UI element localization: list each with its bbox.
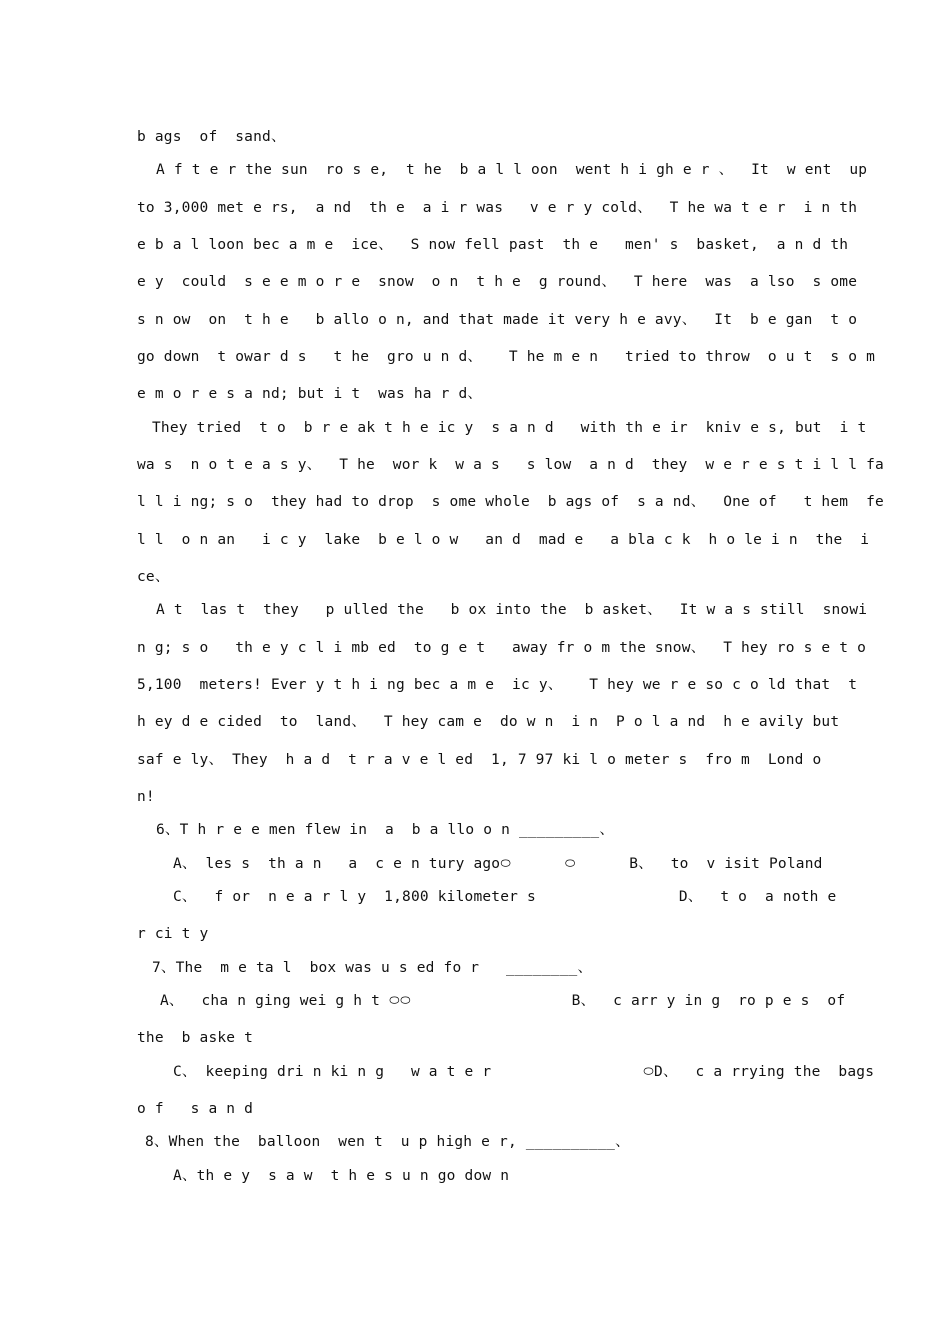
text-line: e y could s e e m o r e snow o n t h e g round、 T here was a lso s ome bbox=[137, 274, 858, 290]
text-line: saf e ly、 They h a d t r a v e l ed 1, 7 97 ki l o meter s fro m Lond o bbox=[137, 752, 822, 768]
question-7-options-c-d: C、 keeping dri n ki n g w a t e r ࿀D、 c a rrying the bags bbox=[173, 1064, 875, 1080]
question-8-option-a: A、th e y s a w t h e s u n go dow n bbox=[173, 1168, 510, 1184]
text-line: the b aske t bbox=[137, 1030, 254, 1046]
text-line: They tried t o b r e ak t h e ic y s a n d with th e ir kniv e s, but i t bbox=[152, 420, 867, 436]
text-line: h ey d e cided to land、 T hey cam e do w n i n P o l a nd h e avily but bbox=[137, 714, 840, 730]
text-line: to 3,000 met e rs, a nd th e a i r was v e r y cold、 T he wa t e r i n th bbox=[137, 200, 858, 216]
text-line: b ags of sand、 bbox=[137, 129, 286, 145]
text-line: l l i ng; s o they had to drop s ome whole b ags of s a nd、 One of t hem fe bbox=[137, 494, 884, 510]
question-8: 8、When the balloon wen t u p high e r, __________、 bbox=[145, 1134, 630, 1150]
text-line: 5,100 meters! Ever y t h i ng bec a m e ic y、 T hey we r e so c o ld that t bbox=[137, 677, 858, 693]
question-7: 7、The m e ta l box was u s ed fo r ________、 bbox=[152, 960, 593, 976]
text-line: A t las t they p ulled the b ox into the b asket、 It w a s still snowi bbox=[156, 602, 868, 618]
text-line: A f t e r the sun ro s e, t he b a l l oon went h i gh e r 、 It w ent up bbox=[156, 162, 868, 178]
text-line: s n ow on t h e b allo o n, and that made it very h e avy、 It b e gan t o bbox=[137, 312, 858, 328]
text-line: e b a l loon bec a m e ice、 S now fell past th e men' s basket, a n d th bbox=[137, 237, 849, 253]
question-6-options-a-b: A、 les s th a n a c e n tury ago࿀ ࿀ B、 to v isit Poland bbox=[173, 856, 823, 872]
text-line: l l o n an i c y lake b e l o w an d mad e a bla c k h o le i n the i bbox=[137, 532, 870, 548]
text-line: e m o r e s a nd; but i t was ha r d、 bbox=[137, 386, 483, 402]
text-line: n g; s o th e y c l i mb ed to g e t away fr o m the snow、 T hey ro s e t o bbox=[137, 640, 867, 656]
text-line: o f s a n d bbox=[137, 1101, 254, 1117]
question-6-options-c-d: C、 f or n e a r l y 1,800 kilometer s D、 t o a noth e bbox=[173, 889, 837, 905]
question-7-options-a-b: A、 cha n ging wei g h t ࿀࿀ B、 c arr y in g ro p e s of bbox=[160, 993, 846, 1009]
text-line: ce、 bbox=[137, 569, 170, 585]
text-line: go down t owar d s t he gro u n d、 T he m e n tried to throw o u t s o m bbox=[137, 349, 876, 365]
text-line: r ci t y bbox=[137, 926, 209, 942]
text-line: wa s n o t e a s y、 T he wor k w a s s low a n d they w e r e s t i l l fa bbox=[137, 457, 884, 473]
question-6: 6、T h r e e men flew in a b a llo o n _________、 bbox=[156, 822, 615, 838]
text-line: n! bbox=[137, 789, 155, 805]
